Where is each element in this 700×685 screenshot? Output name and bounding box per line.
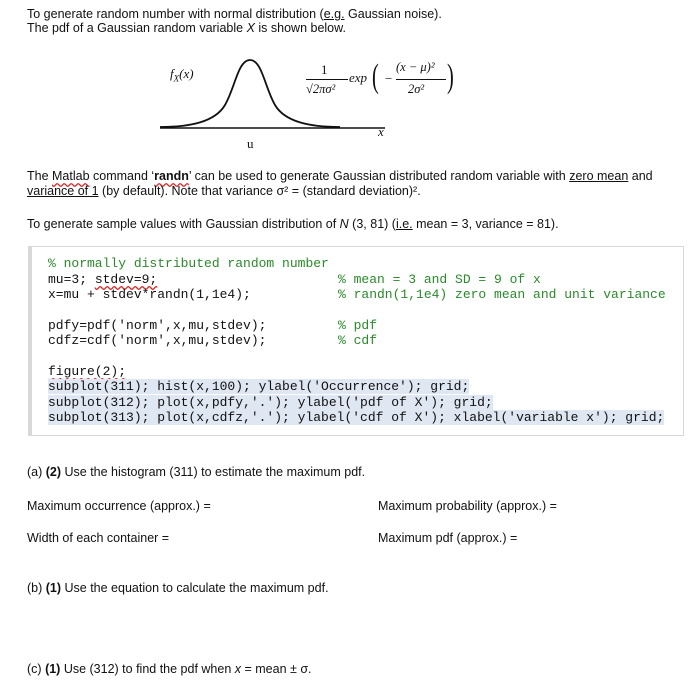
- max-probability-label: Maximum probability (approx.) =: [378, 499, 557, 513]
- question-a-title: [27, 465, 365, 480]
- question-b-title: [27, 581, 329, 596]
- formula-denominator: √2πσ²: [306, 82, 336, 96]
- intro-line-2: [27, 21, 346, 36]
- formula-exp-numerator: (x − μ)²: [396, 60, 435, 74]
- qc-pre: (c): [27, 662, 46, 676]
- qa-pre: (a): [27, 465, 46, 479]
- qc-text-a: Use (312) to find the pdf when: [60, 662, 235, 676]
- code-line-pdf: pdfy=pdf('norm',x,mu,stdev);: [48, 318, 267, 333]
- qb-text: Use the equation to calculate the maximum pdf.: [61, 581, 329, 595]
- qb-points: (1): [45, 581, 62, 595]
- code-mu: mu=3;: [48, 272, 95, 287]
- mu-label: u: [247, 136, 254, 151]
- formula-one: 1: [321, 62, 328, 77]
- matlab-word: Matlab: [52, 169, 90, 183]
- fx-f: f: [170, 66, 174, 81]
- x-axis-label: x: [378, 124, 384, 139]
- intro-text-end: Gaussian noise).: [344, 7, 442, 21]
- paragraph-randn-line-2: [27, 184, 421, 199]
- intro-text: To generate random number with normal distribution (: [27, 7, 324, 21]
- intro-line-1: [27, 7, 442, 22]
- container-width-label: Width of each container =: [27, 531, 170, 545]
- intro-variable-x: X: [246, 21, 255, 35]
- p2-b: (3, 81) (: [348, 217, 396, 231]
- code-line-subplot-313: subplot(313); plot(x,cdfz,'.'); ylabel('cdf of X'); xlabel('variable x'); grid;: [48, 410, 665, 425]
- code-line-subplot-311: subplot(311); hist(x,100); ylabel('Occurrence'); grid;: [48, 379, 470, 394]
- qa-text: Use the histogram (311) to estimate the maximum pdf.: [61, 465, 366, 479]
- zero-mean-text: zero mean: [569, 169, 629, 183]
- qc-points: (1): [45, 662, 61, 676]
- ie-abbrev: i.e.: [395, 217, 413, 231]
- fx-sub: X: [173, 73, 180, 84]
- code-stdev: stdev=9;: [94, 272, 158, 287]
- qc-text-b: = mean ± σ.: [241, 662, 312, 676]
- code-line-figure: figure(2);: [48, 364, 127, 379]
- formula-exp-denominator: 2σ²: [408, 82, 425, 96]
- fx-arg: (x): [179, 66, 194, 81]
- code-line-subplot-312: subplot(312); plot(x,pdfy,'.'); ylabel('pdf of X'); grid;: [48, 395, 493, 410]
- max-pdf-label: Maximum pdf (approx.) =: [378, 531, 518, 545]
- p1-a: The: [27, 169, 53, 183]
- question-c-title: [27, 662, 312, 677]
- gaussian-bell-curve: [160, 50, 400, 140]
- paragraph-randn-line-1: [27, 169, 653, 184]
- formula-right-paren: ): [447, 58, 454, 95]
- variance-of-one-text: variance of 1: [27, 184, 99, 198]
- intro-eg: e.g.: [323, 7, 345, 21]
- qa-points: (2): [45, 465, 62, 479]
- p2-c: mean = 3, variance = 81).: [412, 217, 559, 231]
- code-comment-line-1: % normally distributed random number: [48, 256, 329, 271]
- code-line-3: x=mu + stdev*randn(1,1e4);: [48, 287, 251, 302]
- p1-c: ’ can be used to generate Gaussian distributed random variable with: [188, 169, 570, 183]
- p2-a: To generate sample values with Gaussian distribution of: [27, 217, 340, 231]
- formula-minus: −: [385, 71, 393, 86]
- matlab-code-box: [28, 246, 684, 436]
- code-line-cdf: cdfz=cdf('norm',x,mu,stdev);: [48, 333, 267, 348]
- intro-text-2: The pdf of a Gaussian random variable: [27, 21, 247, 35]
- p1-d: and: [628, 169, 653, 183]
- randn-word: randn: [154, 169, 189, 183]
- code-comment-cdf: % cdf: [338, 333, 378, 348]
- qc-x: x: [234, 662, 242, 676]
- formula-left-paren: (: [372, 58, 379, 95]
- formula-fraction-bar: [306, 79, 348, 80]
- fx-label: [170, 66, 194, 84]
- p1-b: command ‘: [89, 169, 155, 183]
- code-comment-randn: % randn(1,1e4) zero mean and unit variance: [338, 287, 666, 302]
- formula-exp-bar: [396, 79, 446, 80]
- max-occurrence-label: Maximum occurrence (approx.) =: [27, 499, 211, 513]
- p1-e: (by default). Note that variance σ² = (standard deviation)².: [98, 184, 421, 198]
- code-line-2: [48, 272, 157, 287]
- code-comment-mean-sd: % mean = 3 and SD = 9 of x: [338, 272, 541, 287]
- code-comment-pdf: % pdf: [338, 318, 378, 333]
- p2-N: N: [339, 217, 349, 231]
- intro-text-2-end: is shown below.: [254, 21, 346, 35]
- paragraph-sample-values: [27, 217, 559, 232]
- formula-exp: exp: [349, 70, 368, 85]
- qb-pre: (b): [27, 581, 46, 595]
